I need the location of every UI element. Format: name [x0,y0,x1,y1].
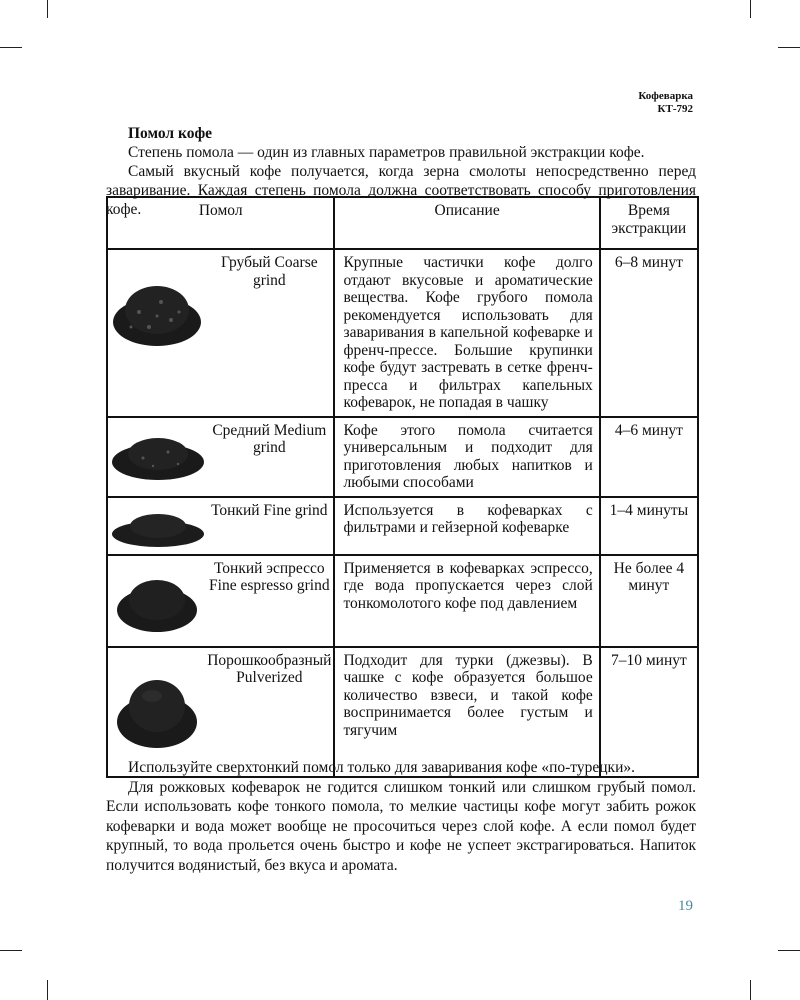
column-header: Помол [107,197,334,249]
grind-name: Тонкий эспрессо Fine espresso grind [205,555,334,647]
table-row [107,249,698,417]
crop-mark [0,950,22,951]
crop-mark [47,0,48,18]
grind-table [106,196,699,778]
crop-mark [750,0,751,18]
crop-mark [778,47,800,48]
intro-paragraph: Самый вкусный кофе получается, когда зерна смолоты непосредственно перед заваривание. Каждая степень помола должна соответствовать способу приготовления кофе. [106,163,696,218]
extraction-time: Не более 4 минут [600,555,698,647]
table-row [107,497,698,555]
header-model: КТ-792 [657,103,693,115]
extraction-time: 7–10 минут [600,647,698,777]
pulverized-grind-image [112,668,202,752]
table-row [107,417,698,497]
extraction-time: 1–4 минуты [600,497,698,555]
grind-description: Применяется в кофеварках эспрессо, где вода пропускается через слой тонкомолотого кофе под давлением [334,555,599,647]
intro-paragraph: Степень помола — один из главных параметров правильной экстракции кофе. [128,144,645,161]
grind-image-cell [107,417,205,497]
extraction-time: 4–6 минут [600,417,698,497]
grind-description: Крупные частички кофе долго отдают вкусовые и ароматические вещества. Кофе грубого помола рекомендуется использовать для заваривания в капельной кофеварке и френч-прессе. Большие крупинки кофе будут застревать в сетке френч-пресса и фильтрах капельных кофеварок, не попадая в чашку [334,249,599,417]
grind-image-cell [107,647,205,777]
fine-grind-image [108,506,208,550]
column-header: Описание [334,197,599,249]
grind-name: Порошкообразный Pulverized [205,647,334,777]
section-title: Помол кофе [128,125,213,142]
medium-grind-image [108,428,208,484]
header-product: Кофеварка [638,90,693,102]
crop-mark [778,950,800,951]
notes-section [106,758,696,875]
coarse-grind-image [109,272,205,352]
table-header-row [107,197,698,249]
crop-mark [47,980,48,1000]
crop-mark [0,47,22,48]
grind-name: Средний Medium grind [205,417,334,497]
grind-image-cell [107,555,205,647]
grind-image-cell [107,249,205,417]
extraction-time: 6–8 минут [600,249,698,417]
column-header: Время экстракции [600,197,698,249]
note-paragraph: Для рожковых кофеварок не годится слишком тонкий или слишком грубый помол. Если использовать кофе тонкого помола, то мелкие частицы кофе могут забить рожок кофеварки и вода может вообще не просочиться через слой кофе. А если помол будет крупный, то вода прольется очень быстро и кофе не успеет экстрагироваться. Напиток получится водянистый, без вкуса и аромата. [106,778,696,874]
page-number: 19 [678,898,693,914]
grind-image-cell [107,497,205,555]
table-row [107,555,698,647]
grind-description: Используется в кофеварках с фильтрами и гейзерной кофеварке [334,497,599,555]
grind-name: Грубый Coarse grind [205,249,334,417]
grind-description: Кофе этого помола считается универсальным и подходит для приготовления любых напитков и любыми способами [334,417,599,497]
grind-description: Подходит для турки (джезвы). В чашке с кофе образуется большое количество взвеси, и такой кофе воспринимается более густым и тягучим [334,647,599,777]
note-paragraph: Используйте сверхтонкий помол только для заваривания кофе «по-турецки». [128,759,635,776]
table-row [107,647,698,777]
crop-mark [750,980,751,1000]
fine-espresso-grind-image [112,570,202,636]
running-header [638,90,693,116]
grind-name: Тонкий Fine grind [205,497,334,555]
